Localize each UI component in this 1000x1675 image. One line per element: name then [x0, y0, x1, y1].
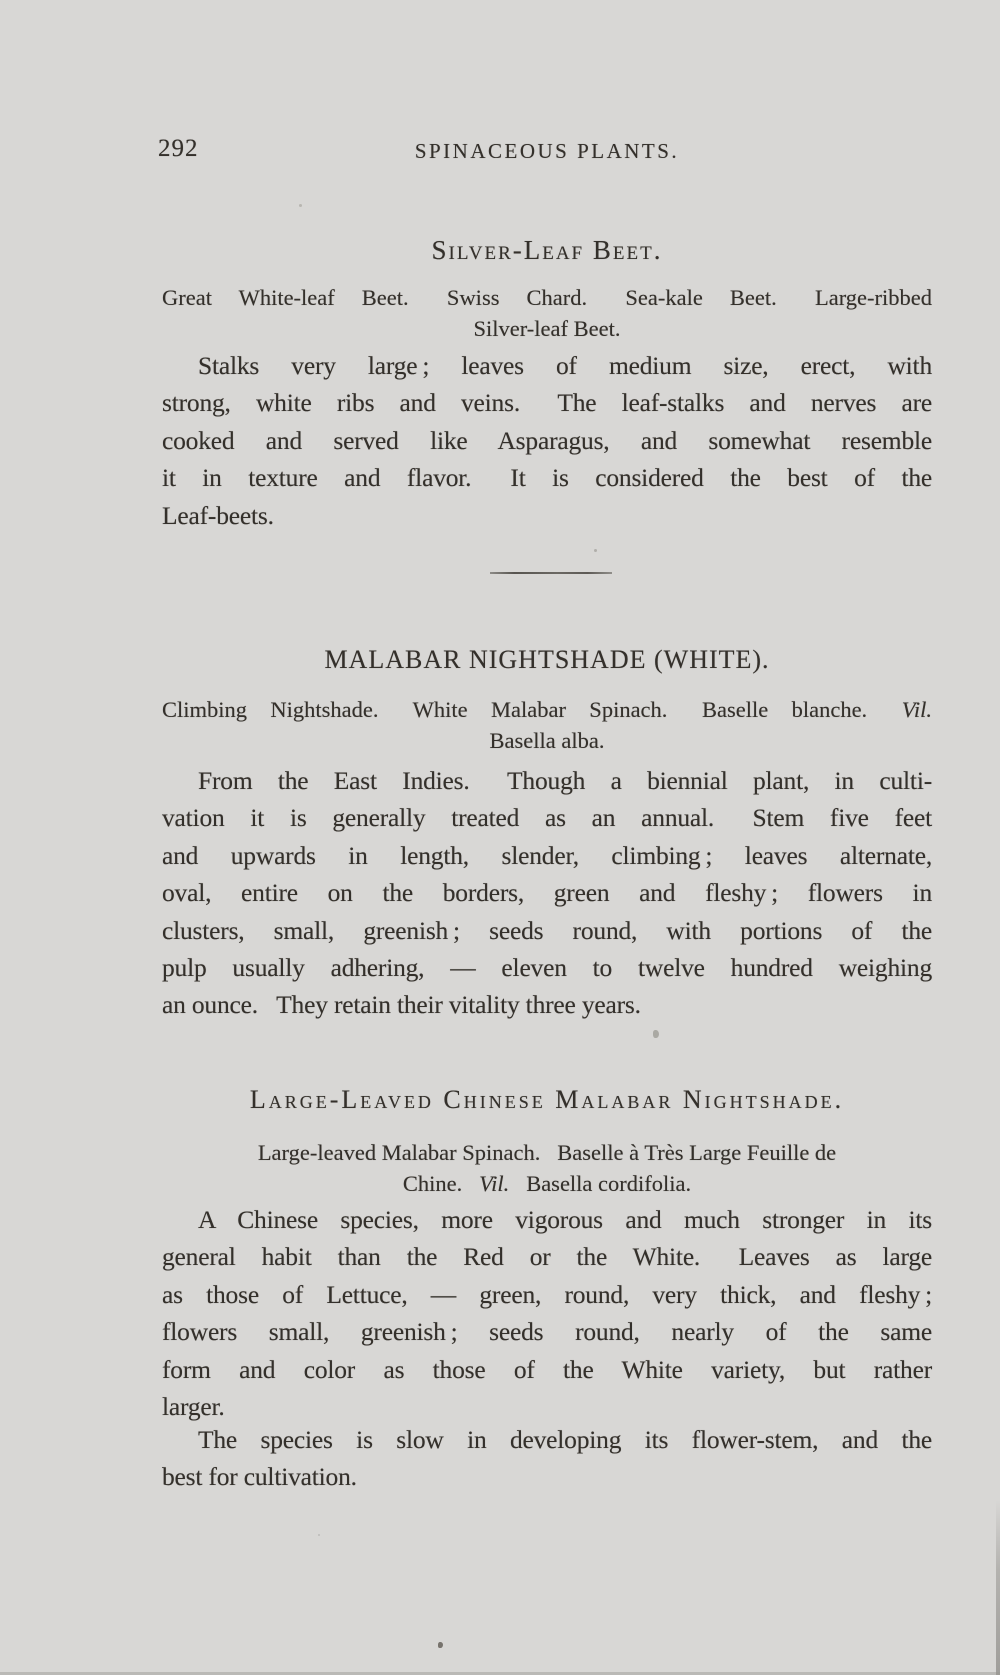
- paragraph-line: From the East Indies. Though a biennial plant, in culti-: [198, 766, 932, 795]
- paragraph-line: an ounce. They retain their vitality three years.: [162, 990, 641, 1020]
- section-heading-chinese-malabar-nightshade: Large-Leaved Chinese Malabar Nightshade.: [249, 1085, 845, 1114]
- paragraph-line: vation it is generally treated as an annual. Stem five feet: [162, 803, 932, 833]
- paragraph-line: as those of Lettuce, — green, round, very thick, and fleshy ;: [162, 1279, 932, 1309]
- paragraph-line: Stalks very large ; leaves of medium size, erect, with: [198, 351, 932, 380]
- paragraph-line: flowers small, greenish ; seeds round, nearly of the same: [162, 1317, 932, 1347]
- synonym-text: Chine.: [402, 1171, 480, 1196]
- synonym-text: Climbing Nightshade. White Malabar Spinach. Baselle blanche.: [162, 697, 902, 722]
- synonym-line: Great White-leaf Beet. Swiss Chard. Sea-kale Beet. Large-ribbed: [162, 285, 932, 310]
- ink-speck: [318, 1534, 320, 1536]
- synonym-abbrev-vilmorin: Vil.: [901, 697, 932, 722]
- synonym-block-chinese-malabar: [162, 1137, 932, 1199]
- synonym-abbrev-vilmorin: Vil.: [479, 1171, 510, 1196]
- paragraph-line: A Chinese species, more vigorous and much stronger in its: [198, 1205, 932, 1234]
- paragraph-chinese-malabar: [162, 1201, 932, 1425]
- paragraph-line: larger.: [162, 1391, 225, 1421]
- paragraph-line: strong, white ribs and veins. The leaf-stalks and nerves are: [162, 388, 932, 418]
- synonym-line: [162, 694, 932, 725]
- ink-speck: [594, 549, 597, 552]
- paragraph-silver-leaf-beet: [162, 347, 932, 534]
- section-divider: [490, 572, 612, 574]
- paragraph-cultivation-note: [162, 1421, 932, 1496]
- synonym-line: [162, 1168, 932, 1199]
- paragraph-line: The species is slow in developing its flower-stem, and the: [198, 1425, 932, 1454]
- synonym-line: Basella alba.: [489, 728, 605, 753]
- paragraph-line: form and color as those of the White variety, but rather: [162, 1354, 932, 1384]
- synonym-text: Basella cordifolia.: [509, 1171, 692, 1196]
- page-number: 292: [158, 135, 199, 162]
- running-head: SPINACEOUS PLANTS.: [414, 139, 680, 163]
- synonym-line: Large-leaved Malabar Spinach. Baselle à Très Large Feuille de: [257, 1140, 837, 1165]
- synonym-line: Silver-leaf Beet.: [473, 316, 621, 341]
- paragraph-malabar-white: [162, 762, 932, 1024]
- paragraph-line: Leaf-beets.: [162, 500, 274, 530]
- section-heading-silver-leaf-beet: Silver-Leaf Beet.: [431, 235, 663, 265]
- paragraph-line: oval, entire on the borders, green and fleshy ; flowers in: [162, 878, 932, 908]
- paragraph-line: clusters, small, greenish ; seeds round, with portions of the: [162, 915, 932, 945]
- paragraph-line: and upwards in length, slender, climbing ; leaves alternate,: [162, 840, 932, 870]
- paragraph-line: pulp usually adhering, — eleven to twelve hundred weighing: [162, 952, 932, 982]
- paragraph-line: it in texture and flavor. It is considered the best of the: [162, 463, 932, 493]
- ink-speck: [653, 1030, 659, 1038]
- synonym-block-malabar-white: [162, 694, 932, 756]
- ink-speck: [299, 204, 302, 207]
- synonym-block-silver-leaf-beet: [162, 282, 932, 344]
- paragraph-line: general habit than the Red or the White. Leaves as large: [162, 1242, 932, 1272]
- section-heading-malabar-nightshade-white: MALABAR NIGHTSHADE (WHITE).: [324, 645, 770, 674]
- ink-speck: [438, 1642, 443, 1648]
- paragraph-line: cooked and served like Asparagus, and somewhat resemble: [162, 425, 932, 455]
- scan-edge-shadow-right: [996, 1500, 1000, 1675]
- paragraph-line: best for cultivation.: [162, 1462, 357, 1492]
